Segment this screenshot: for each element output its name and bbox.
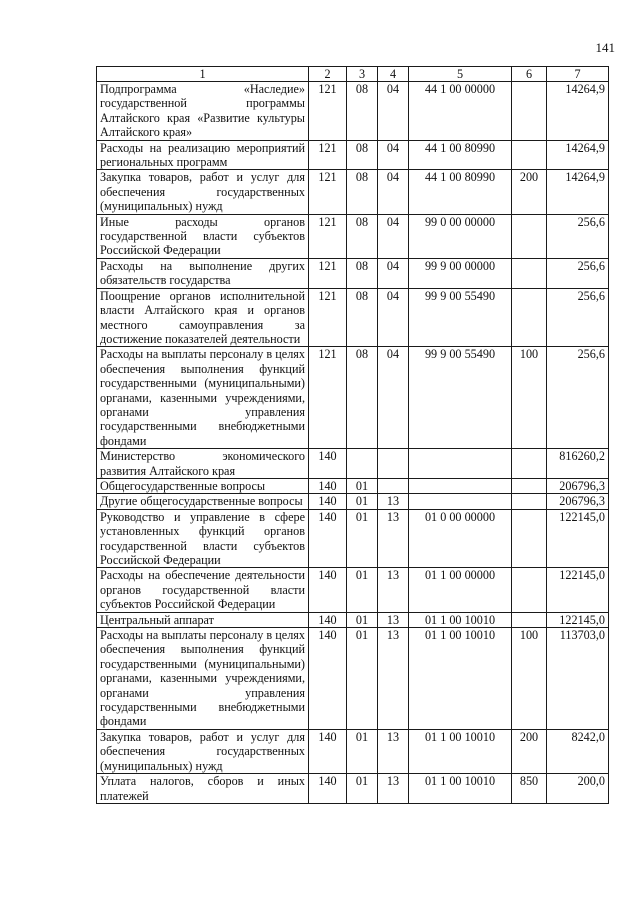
- row-target-article-cell: 01 1 00 10010: [409, 612, 512, 627]
- row-target-article-cell: 99 9 00 00000: [409, 258, 512, 288]
- row-target-article-cell: 44 1 00 80990: [409, 170, 512, 214]
- row-subsection-cell: 13: [378, 774, 409, 804]
- row-expense-type-cell: [512, 568, 547, 612]
- row-target-article-cell: 01 1 00 10010: [409, 774, 512, 804]
- row-ministry-code-cell: 140: [309, 449, 347, 479]
- row-amount-cell: 8242,0: [547, 729, 609, 773]
- row-name-cell: Уплата налогов, сборов и иных платежей: [97, 774, 309, 804]
- row-amount-cell: 14264,9: [547, 82, 609, 141]
- row-target-article-cell: [409, 494, 512, 509]
- table-row: [97, 774, 609, 804]
- row-expense-type-cell: 200: [512, 729, 547, 773]
- table-row: [97, 170, 609, 214]
- row-name-cell: Другие общегосударственные вопросы: [97, 494, 309, 509]
- row-name-cell: Расходы на выплаты персоналу в целях обеспечения выполнения функций государственными (муниципальными) органами, казенными учреждениями, органами управления государственными внебюджетными фондами: [97, 628, 309, 730]
- header-row: [97, 67, 609, 82]
- row-section-cell: 08: [347, 288, 378, 347]
- header-col-7: 7: [547, 67, 609, 82]
- row-name-cell: Закупка товаров, работ и услуг для обеспечения государственных (муниципальных) нужд: [97, 729, 309, 773]
- row-target-article-cell: 01 1 00 10010: [409, 628, 512, 730]
- row-ministry-code-cell: 121: [309, 288, 347, 347]
- row-ministry-code-cell: 140: [309, 729, 347, 773]
- row-subsection-cell: 04: [378, 347, 409, 449]
- row-name-cell: Расходы на выполнение других обязательств государства: [97, 258, 309, 288]
- row-section-cell: 08: [347, 140, 378, 170]
- row-expense-type-cell: [512, 140, 547, 170]
- row-amount-cell: 14264,9: [547, 170, 609, 214]
- row-expense-type-cell: 850: [512, 774, 547, 804]
- row-expense-type-cell: [512, 288, 547, 347]
- row-amount-cell: 14264,9: [547, 140, 609, 170]
- row-subsection-cell: 04: [378, 82, 409, 141]
- row-section-cell: 08: [347, 258, 378, 288]
- table-body: [97, 82, 609, 804]
- table-row: [97, 494, 609, 509]
- row-section-cell: 01: [347, 494, 378, 509]
- row-target-article-cell: [409, 449, 512, 479]
- row-ministry-code-cell: 140: [309, 494, 347, 509]
- row-ministry-code-cell: 140: [309, 612, 347, 627]
- row-ministry-code-cell: 121: [309, 140, 347, 170]
- header-col-1: 1: [97, 67, 309, 82]
- row-expense-type-cell: [512, 494, 547, 509]
- row-name-cell: Поощрение органов исполнительной власти Алтайского края и органов местного самоуправления за достижение показателей деятельности: [97, 288, 309, 347]
- row-amount-cell: 206796,3: [547, 494, 609, 509]
- row-ministry-code-cell: 121: [309, 214, 347, 258]
- row-expense-type-cell: [512, 612, 547, 627]
- row-section-cell: 08: [347, 82, 378, 141]
- row-subsection-cell: 04: [378, 258, 409, 288]
- row-amount-cell: 256,6: [547, 214, 609, 258]
- row-amount-cell: 113703,0: [547, 628, 609, 730]
- row-target-article-cell: 99 9 00 55490: [409, 347, 512, 449]
- row-amount-cell: 122145,0: [547, 568, 609, 612]
- row-ministry-code-cell: 140: [309, 628, 347, 730]
- row-section-cell: 08: [347, 214, 378, 258]
- row-subsection-cell: 13: [378, 494, 409, 509]
- row-section-cell: 01: [347, 478, 378, 493]
- row-name-cell: Центральный аппарат: [97, 612, 309, 627]
- table-row: [97, 214, 609, 258]
- row-target-article-cell: 01 1 00 00000: [409, 568, 512, 612]
- table-row: [97, 478, 609, 493]
- row-ministry-code-cell: 121: [309, 258, 347, 288]
- row-section-cell: [347, 449, 378, 479]
- table-row: [97, 628, 609, 730]
- row-amount-cell: 256,6: [547, 347, 609, 449]
- row-amount-cell: 122145,0: [547, 509, 609, 568]
- row-ministry-code-cell: 140: [309, 774, 347, 804]
- row-target-article-cell: 44 1 00 80990: [409, 140, 512, 170]
- row-name-cell: Расходы на обеспечение деятельности органов государственной власти субъектов Российской Федерации: [97, 568, 309, 612]
- row-amount-cell: 256,6: [547, 288, 609, 347]
- row-section-cell: 01: [347, 568, 378, 612]
- table-row: [97, 729, 609, 773]
- row-subsection-cell: 13: [378, 628, 409, 730]
- row-target-article-cell: 01 1 00 10010: [409, 729, 512, 773]
- row-subsection-cell: [378, 478, 409, 493]
- row-subsection-cell: [378, 449, 409, 479]
- row-subsection-cell: 13: [378, 509, 409, 568]
- row-amount-cell: 206796,3: [547, 478, 609, 493]
- row-expense-type-cell: [512, 214, 547, 258]
- table-row: [97, 347, 609, 449]
- row-section-cell: 08: [347, 170, 378, 214]
- row-expense-type-cell: [512, 449, 547, 479]
- row-ministry-code-cell: 140: [309, 478, 347, 493]
- row-name-cell: Расходы на выплаты персоналу в целях обеспечения выполнения функций государственными (муниципальными) органами, казенными учреждениями, органами управления государственными внебюджетными фондами: [97, 347, 309, 449]
- row-subsection-cell: 13: [378, 729, 409, 773]
- row-amount-cell: 200,0: [547, 774, 609, 804]
- header-col-6: 6: [512, 67, 547, 82]
- row-subsection-cell: 04: [378, 288, 409, 347]
- table-row: [97, 509, 609, 568]
- budget-table-container: [96, 66, 609, 804]
- row-section-cell: 08: [347, 347, 378, 449]
- row-name-cell: Иные расходы органов государственной власти субъектов Российской Федерации: [97, 214, 309, 258]
- row-section-cell: 01: [347, 628, 378, 730]
- header-col-5: 5: [409, 67, 512, 82]
- row-target-article-cell: 01 0 00 00000: [409, 509, 512, 568]
- row-ministry-code-cell: 140: [309, 509, 347, 568]
- header-col-2: 2: [309, 67, 347, 82]
- row-name-cell: Подпрограмма «Наследие» государственной программы Алтайского края «Развитие культуры Алтайского края»: [97, 82, 309, 141]
- row-subsection-cell: 13: [378, 568, 409, 612]
- table-row: [97, 140, 609, 170]
- row-expense-type-cell: 200: [512, 170, 547, 214]
- row-name-cell: Закупка товаров, работ и услуг для обеспечения государственных (муниципальных) нужд: [97, 170, 309, 214]
- row-target-article-cell: 44 1 00 00000: [409, 82, 512, 141]
- row-amount-cell: 122145,0: [547, 612, 609, 627]
- table-row: [97, 258, 609, 288]
- row-subsection-cell: 13: [378, 612, 409, 627]
- row-section-cell: 01: [347, 774, 378, 804]
- row-amount-cell: 256,6: [547, 258, 609, 288]
- table-row: [97, 288, 609, 347]
- header-col-4: 4: [378, 67, 409, 82]
- row-expense-type-cell: [512, 478, 547, 493]
- header-col-3: 3: [347, 67, 378, 82]
- row-target-article-cell: 99 0 00 00000: [409, 214, 512, 258]
- table-row: [97, 82, 609, 141]
- table-row: [97, 612, 609, 627]
- row-name-cell: Расходы на реализацию мероприятий региональных программ: [97, 140, 309, 170]
- row-name-cell: Руководство и управление в сфере установленных функций органов государственной власти субъектов Российской Федерации: [97, 509, 309, 568]
- budget-table: [96, 66, 609, 804]
- row-expense-type-cell: 100: [512, 347, 547, 449]
- row-expense-type-cell: [512, 82, 547, 141]
- row-target-article-cell: 99 9 00 55490: [409, 288, 512, 347]
- table-row: [97, 568, 609, 612]
- row-subsection-cell: 04: [378, 140, 409, 170]
- row-ministry-code-cell: 121: [309, 170, 347, 214]
- row-section-cell: 01: [347, 509, 378, 568]
- row-section-cell: 01: [347, 729, 378, 773]
- row-section-cell: 01: [347, 612, 378, 627]
- row-expense-type-cell: [512, 509, 547, 568]
- table-row: [97, 449, 609, 479]
- row-subsection-cell: 04: [378, 214, 409, 258]
- row-expense-type-cell: [512, 258, 547, 288]
- row-subsection-cell: 04: [378, 170, 409, 214]
- row-name-cell: Министерство экономического развития Алтайского края: [97, 449, 309, 479]
- row-expense-type-cell: 100: [512, 628, 547, 730]
- page-number: 141: [595, 40, 615, 55]
- row-ministry-code-cell: 121: [309, 82, 347, 141]
- row-ministry-code-cell: 121: [309, 347, 347, 449]
- row-name-cell: Общегосударственные вопросы: [97, 478, 309, 493]
- row-ministry-code-cell: 140: [309, 568, 347, 612]
- row-amount-cell: 816260,2: [547, 449, 609, 479]
- row-target-article-cell: [409, 478, 512, 493]
